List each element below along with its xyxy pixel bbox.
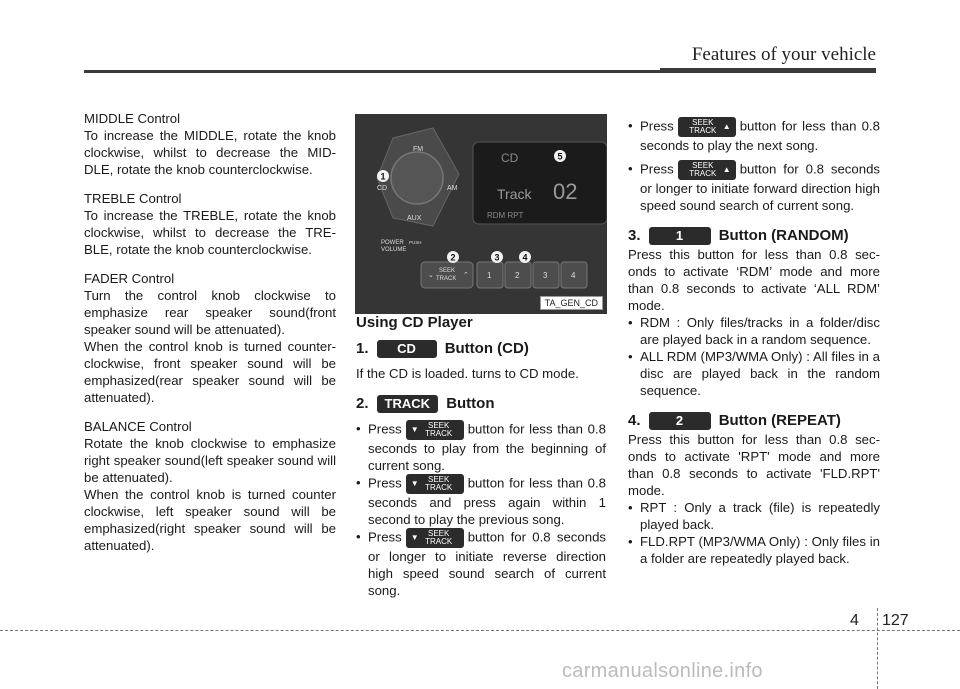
section-4-heading: 4. 2 Button (REPEAT) <box>628 412 841 429</box>
bullet-seek-down-double: • Press ▼ SEEK TRACK button for less than 0.8 seconds and press again within 1 second to play the previous song. <box>356 474 606 528</box>
bullet-rdm: • RDM : Only files/tracks in a folder/disc are played back in a random sequence. <box>628 314 880 348</box>
seek-track-down-icon: ▼ SEEK TRACK <box>406 420 464 440</box>
section-1-body: If the CD is loaded. turns to CD mode. <box>356 366 579 381</box>
section-3-body: Press this button for less than 0.8 sec-onds to activate ‘RDM’ mode and more than 0.8 seconds to activate ‘ALL RDM’ mode. <box>628 247 880 313</box>
bullet-seek-up-short: • Press SEEK TRACK ▲ button for less than 0.8 seconds to play the next song. <box>628 117 880 154</box>
power-label: POWER <box>381 240 404 246</box>
section-4-body: Press this button for less than 0.8 sec-onds to activate 'RPT' mode and more than 0.8 seconds to activate 'FLD.RPT' mode. <box>628 432 880 498</box>
preset-1-label: 1 <box>487 271 492 280</box>
bullet-rpt: • RPT : Only a track (file) is repeatedly played back. <box>628 499 880 533</box>
seek-label: SEEK <box>439 268 456 274</box>
preset-1-button-icon: 1 <box>649 227 711 245</box>
bullet-seek-down-long: • Press ▼ SEEK TRACK button for 0.8 seconds or longer to initiate reverse direction high speed sound search of current song. <box>356 528 606 599</box>
svg-text:1: 1 <box>380 171 386 182</box>
footer-vertical-rule <box>877 608 878 689</box>
treble-title: TREBLE Control <box>84 191 182 206</box>
footer-dashed-rule <box>0 630 960 631</box>
header-rule-accent <box>660 68 876 73</box>
cd-button-label: CD <box>377 185 388 192</box>
seek-track-down-icon: ▼ SEEK TRACK <box>406 528 464 548</box>
fader-body-2: When the control knob is turned counter-clockwise, front speaker sound will be emphasized(rear speaker sound will be attenuated). <box>84 339 336 405</box>
seek-track-up-icon: SEEK TRACK ▲ <box>678 160 736 180</box>
middle-body: To increase the MIDDLE, rotate the knob clockwise, whilst to decrease the MID-DLE, rotate the knob counterclockwise. <box>84 128 336 177</box>
treble-body: To increase the TREBLE, rotate the knob clockwise, whilst to decrease the TRE-BLE, rotate the knob counterclockwise. <box>84 208 336 257</box>
svg-text:4: 4 <box>522 252 528 263</box>
column-left <box>84 110 336 554</box>
fader-body-1: Turn the control knob clockwise to emphasize rear speaker sound(front speaker sound will be attenuated). <box>84 288 336 337</box>
photo-caption: TA_GEN_CD <box>540 296 603 310</box>
display-cd-text: CD <box>501 151 519 165</box>
cd-player-photo <box>355 114 607 314</box>
bullet-seek-up-long: • Press SEEK TRACK ▲ button for 0.8 seconds or longer to initiate forward direction high speed sound search of current song. <box>628 160 880 214</box>
svg-text:⌃: ⌃ <box>463 272 469 279</box>
section-3-heading: 3. 1 Button (RANDOM) <box>628 227 849 244</box>
balance-title: BALANCE Control <box>84 419 192 434</box>
bullet-all-rdm: • ALL RDM (MP3/WMA Only) : All files in a disc are played back in the random sequence. <box>628 348 880 399</box>
seek-track-up-icon: SEEK TRACK ▲ <box>678 117 736 137</box>
display-modes: RDM RPT <box>487 211 524 220</box>
column-middle <box>356 313 606 599</box>
watermark: carmanualsonline.info <box>562 660 763 682</box>
preset-3-label: 3 <box>543 271 548 280</box>
middle-title: MIDDLE Control <box>84 111 181 126</box>
balance-body-1: Rotate the knob clockwise to emphasize right speaker sound(left speaker sound will be attenuated). <box>84 436 336 485</box>
volume-label: VOLUME <box>381 247 407 253</box>
page-number: 127 <box>882 612 909 629</box>
callout-marker-5 <box>554 150 566 162</box>
bullet-seek-down-short: • Press ▼ SEEK TRACK button for less than 0.8 seconds to play from the beginning of current song. <box>356 420 606 474</box>
fm-button-label: FM <box>413 146 424 153</box>
am-button-label: AM <box>447 185 458 192</box>
display-track-text: Track <box>497 186 532 202</box>
svg-text:⌄: ⌄ <box>428 272 434 279</box>
callout-marker-1 <box>377 170 389 182</box>
svg-text:3: 3 <box>494 252 500 263</box>
fader-title: FADER Control <box>84 271 175 286</box>
svg-text:2: 2 <box>450 252 456 263</box>
bullet-fld-rpt: • FLD.RPT (MP3/WMA Only) : Only files in a folder are repeatedly played back. <box>628 533 880 567</box>
display-track-number: 02 <box>553 179 578 204</box>
callout-marker-2 <box>447 251 459 263</box>
preset-4-label: 4 <box>571 271 576 280</box>
cd-button-icon: CD <box>377 340 437 358</box>
section-heading-using-cd: Using CD Player <box>356 314 473 331</box>
chapter-number: 4 <box>850 612 859 629</box>
page-header-title: Features of your vehicle <box>691 44 876 65</box>
preset-2-label: 2 <box>515 271 520 280</box>
seek-track-down-icon: ▼ SEEK TRACK <box>406 474 464 494</box>
aux-button-label: AUX <box>407 215 422 222</box>
section-1-heading: 1. CD Button (CD) <box>356 340 529 357</box>
section-2-heading: 2. TRACK Button <box>356 395 495 412</box>
callout-marker-4 <box>519 251 531 263</box>
column-right <box>628 117 880 567</box>
preset-2-button-icon: 2 <box>649 412 711 430</box>
track-button-icon: TRACK <box>377 395 439 413</box>
callout-marker-3 <box>491 251 503 263</box>
push-label: PUSH <box>409 240 422 245</box>
svg-text:5: 5 <box>557 151 563 162</box>
balance-body-2: When the control knob is turned counter clockwise, left speaker sound will be emphasized(right speaker sound will be attenuated). <box>84 487 336 553</box>
track-label: TRACK <box>436 276 457 282</box>
